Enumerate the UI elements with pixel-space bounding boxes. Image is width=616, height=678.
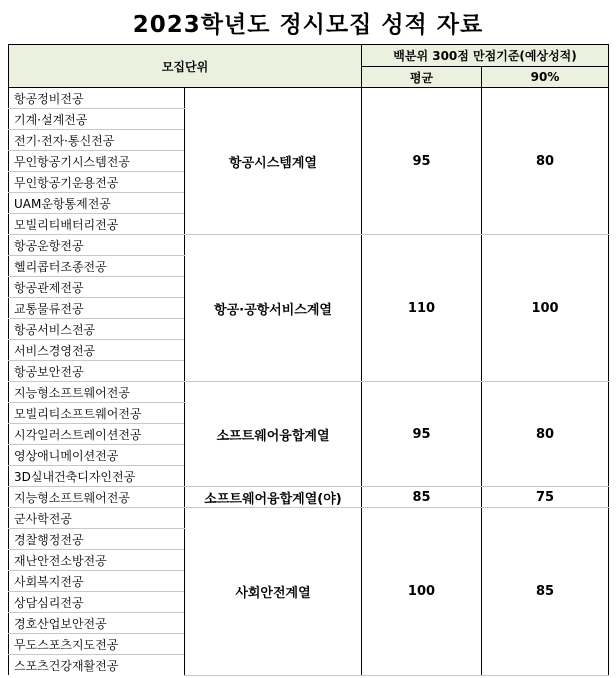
major-name: 서비스경영전공 bbox=[9, 340, 185, 361]
score-table bbox=[8, 44, 609, 676]
series-name: 항공·공항서비스계열 bbox=[185, 235, 362, 382]
avg-score: 95 bbox=[362, 382, 482, 487]
table-row bbox=[9, 235, 609, 256]
major-name: 항공관제전공 bbox=[9, 277, 185, 298]
header-avg: 평균 bbox=[362, 67, 482, 88]
series-name: 사회안전계열 bbox=[185, 508, 362, 676]
score-table-body bbox=[9, 88, 609, 676]
major-name: 항공보안전공 bbox=[9, 361, 185, 382]
series-name: 소프트웨어융합계열(야) bbox=[185, 487, 362, 508]
table-row bbox=[9, 88, 609, 109]
avg-score: 110 bbox=[362, 235, 482, 382]
series-name: 항공시스템계열 bbox=[185, 88, 362, 235]
p90-score: 100 bbox=[482, 235, 609, 382]
major-name: UAM운항통제전공 bbox=[9, 193, 185, 214]
p90-score: 75 bbox=[482, 487, 609, 508]
table-row bbox=[9, 487, 609, 508]
major-name: 경호산업보안전공 bbox=[9, 613, 185, 634]
major-name: 전기·전자·통신전공 bbox=[9, 130, 185, 151]
series-name: 소프트웨어융합계열 bbox=[185, 382, 362, 487]
table-row bbox=[9, 508, 609, 529]
header-unit: 모집단위 bbox=[9, 45, 362, 88]
major-name: 항공서비스전공 bbox=[9, 319, 185, 340]
major-name: 사회복지전공 bbox=[9, 571, 185, 592]
major-name: 항공정비전공 bbox=[9, 88, 185, 109]
avg-score: 85 bbox=[362, 487, 482, 508]
avg-score: 100 bbox=[362, 508, 482, 676]
p90-score: 80 bbox=[482, 382, 609, 487]
major-name: 기계·설계전공 bbox=[9, 109, 185, 130]
page-title: 2023학년도 정시모집 성적 자료 bbox=[132, 12, 484, 38]
table-row bbox=[9, 382, 609, 403]
major-name: 모빌리티소프트웨어전공 bbox=[9, 403, 185, 424]
p90-score: 80 bbox=[482, 88, 609, 235]
major-name: 무인항공기운용전공 bbox=[9, 172, 185, 193]
major-name: 스포츠건강재활전공 bbox=[9, 655, 185, 676]
major-name: 헬리콥터조종전공 bbox=[9, 256, 185, 277]
major-name: 항공운항전공 bbox=[9, 235, 185, 256]
major-name: 시각일러스트레이션전공 bbox=[9, 424, 185, 445]
header-p90: 90% bbox=[482, 67, 609, 88]
major-name: 상담심리전공 bbox=[9, 592, 185, 613]
major-name: 영상애니메이션전공 bbox=[9, 445, 185, 466]
avg-score: 95 bbox=[362, 88, 482, 235]
major-name: 지능형소프트웨어전공 bbox=[9, 382, 185, 403]
major-name: 지능형소프트웨어전공 bbox=[9, 487, 185, 508]
major-name: 재난안전소방전공 bbox=[9, 550, 185, 571]
major-name: 모빌리티배터리전공 bbox=[9, 214, 185, 235]
p90-score: 85 bbox=[482, 508, 609, 676]
major-name: 군사학전공 bbox=[9, 508, 185, 529]
major-name: 3D실내건축디자인전공 bbox=[9, 466, 185, 487]
header-score-basis: 백분위 300점 만점기준(예상성적) bbox=[362, 45, 609, 67]
major-name: 무인항공기시스템전공 bbox=[9, 151, 185, 172]
major-name: 무도스포츠지도전공 bbox=[9, 634, 185, 655]
major-name: 경찰행정전공 bbox=[9, 529, 185, 550]
major-name: 교통물류전공 bbox=[9, 298, 185, 319]
